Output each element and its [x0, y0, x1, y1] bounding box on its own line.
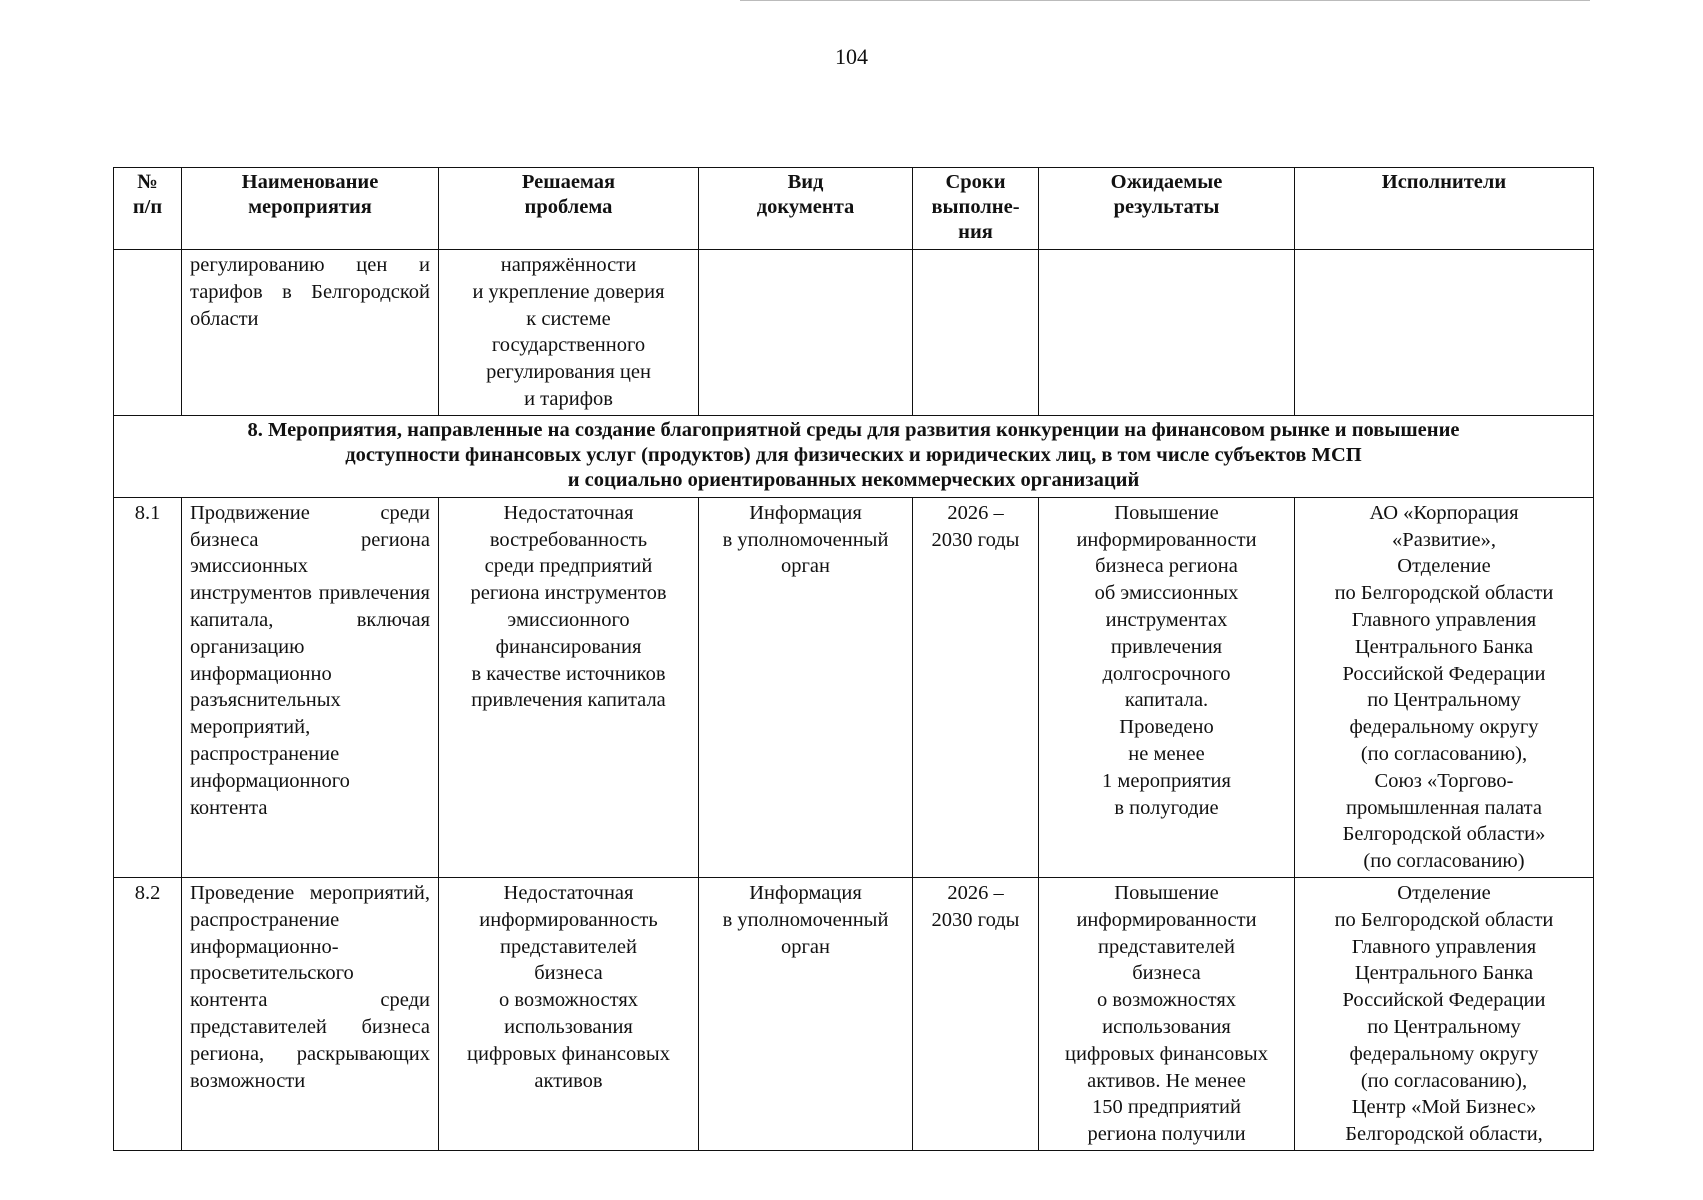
header-results: Ожидаемые результаты [1039, 168, 1295, 250]
cell-executors [1295, 250, 1594, 416]
cell-results: Повышение информированности бизнеса региона об эмиссионных инструментах привлечения долгосрочного капитала. Проведено не менее 1 мероприятия в полугодие [1039, 497, 1295, 877]
cell-problem: Недостаточная информированность представителей бизнеса о возможностях использования цифровых финансовых активов [439, 877, 699, 1150]
cell-problem: напряжённости и укрепление доверия к системе государственного регулирования цен и тарифов [439, 250, 699, 416]
cell-terms: 2026 – 2030 годы [913, 497, 1039, 877]
cell-doc-type: Информация в уполномоченный орган [699, 877, 913, 1150]
cell-terms [913, 250, 1039, 416]
cell-executors: АО «Корпорация «Развитие», Отделение по Белгородской области Главного управления Центрального Банка Российской Федерации по Центральному федеральному округу (по согласованию), Союз «Торгово- промышленная палата Белгородской области» (по согласованию) [1295, 497, 1594, 877]
top-rule [740, 0, 1590, 1]
section-row [114, 415, 1594, 497]
cell-name: Продвижение среди бизнеса региона эмиссионных инструментов привлечения капитала, включая организацию информационно разъяснительных мероприятий, распространение информационного контента [182, 497, 439, 877]
cell-terms: 2026 – 2030 годы [913, 877, 1039, 1150]
header-row [114, 168, 1594, 250]
header-num: № п/п [114, 168, 182, 250]
page-number: 104 [835, 44, 868, 69]
header-name: Наименование мероприятия [182, 168, 439, 250]
cell-name: регулированию цен и тарифов в Белгородской области [182, 250, 439, 416]
cell-num [114, 250, 182, 416]
continuation-row [114, 250, 1594, 416]
table-row [114, 877, 1594, 1150]
header-doc-type: Вид документа [699, 168, 913, 250]
cell-num: 8.1 [114, 497, 182, 877]
measures-table [113, 167, 1594, 1151]
cell-num: 8.2 [114, 877, 182, 1150]
cell-executors: Отделение по Белгородской области Главного управления Центрального Банка Российской Федерации по Центральному федеральному округу (по согласованию), Центр «Мой Бизнес» Белгородской области, [1295, 877, 1594, 1150]
cell-problem: Недостаточная востребованность среди предприятий региона инструментов эмиссионного финансирования в качестве источников привлечения капитала [439, 497, 699, 877]
cell-results: Повышение информированности представителей бизнеса о возможностях использования цифровых финансовых активов. Не менее 150 предприятий региона получили [1039, 877, 1295, 1150]
cell-results [1039, 250, 1295, 416]
cell-doc-type [699, 250, 913, 416]
header-executors: Исполнители [1295, 168, 1594, 250]
section-title: 8. Мероприятия, направленные на создание благоприятной среды для развития конкуренции на финансовом рынке и повышение доступности финансовых услуг (продуктов) для физических и юридических лиц, в том числе субъектов МСП и социально ориентированных некоммерческих организаций [114, 415, 1594, 497]
cell-doc-type: Информация в уполномоченный орган [699, 497, 913, 877]
cell-name: Проведение мероприятий, распространение информационно-просветительского контента среди представителей бизнеса региона, раскрывающих возможности [182, 877, 439, 1150]
header-problem: Решаемая проблема [439, 168, 699, 250]
table-row [114, 497, 1594, 877]
header-terms: Сроки выполне- ния [913, 168, 1039, 250]
